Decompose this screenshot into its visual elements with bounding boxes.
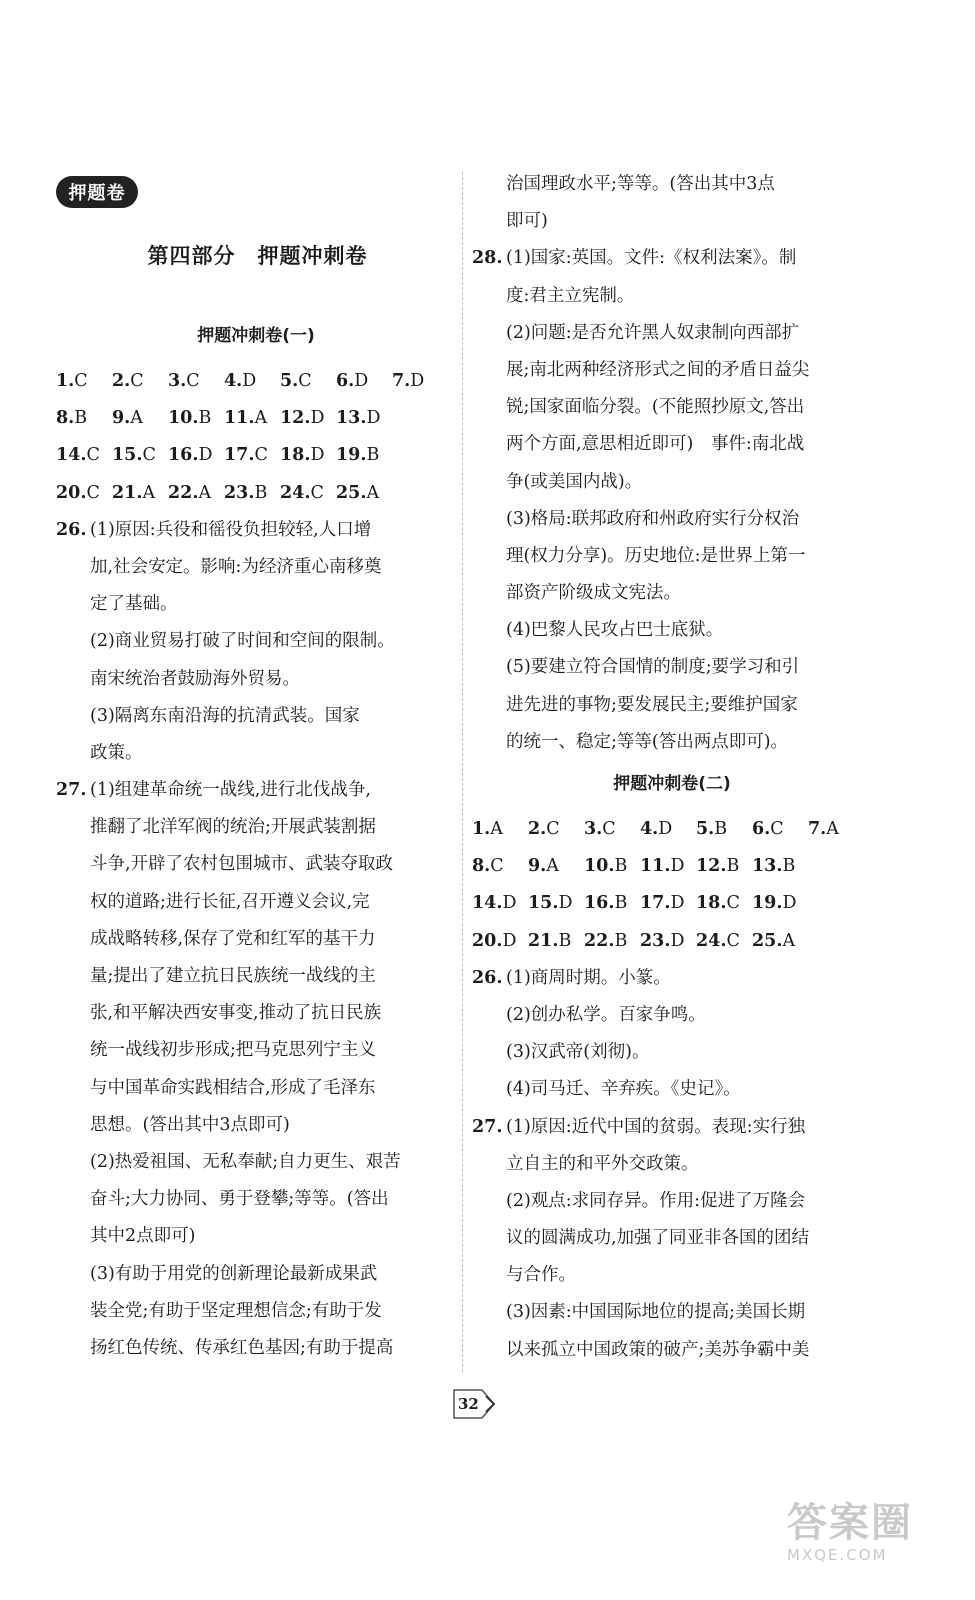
answer-line (56, 1144, 456, 1181)
answer-letter: D (502, 930, 517, 951)
answer-text: 定了基础。 (90, 594, 178, 615)
answer-line (56, 921, 456, 958)
answer-letter: A (546, 856, 559, 877)
answer-line (56, 1293, 456, 1330)
answer-line (56, 846, 456, 883)
question-number: 27. (472, 1116, 503, 1137)
answer-number: 9. (528, 856, 547, 877)
answer-line (472, 538, 872, 575)
answer-text: 统一战线初步形成;把马克思列宁主义 (90, 1040, 376, 1061)
answer-number: 2. (528, 819, 547, 839)
answer-line (472, 1257, 872, 1294)
answer-text: 展;南北两种经济形式之间的矛盾日益尖 (506, 359, 810, 380)
answer-number: 14. (472, 893, 503, 914)
answer-item (336, 363, 392, 400)
section-title-2: 押题冲刺卷(二) (613, 774, 731, 794)
answer-number: 25. (336, 482, 367, 503)
answer-item (280, 437, 336, 474)
section-badge: 押题卷 (56, 176, 138, 208)
part-title: 第四部分 押题冲刺卷 (147, 243, 368, 268)
answer-item (224, 437, 280, 474)
answer-letter: D (366, 408, 381, 429)
answer-number: 20. (56, 482, 87, 503)
answer-item (584, 848, 640, 885)
answer-line (472, 166, 872, 203)
answer-letter: B (714, 819, 728, 839)
answer-number: 19. (336, 445, 367, 466)
answer-letter: C (86, 445, 100, 466)
answer-letter: D (670, 893, 685, 914)
answer-number: 6. (752, 819, 771, 839)
answer-item (752, 885, 808, 922)
answer-text: 治国理政水平;等等。(答出其中3点 (506, 174, 775, 194)
answer-number: 22. (168, 482, 199, 503)
answer-item (336, 437, 392, 474)
answer-line (56, 1070, 456, 1107)
question-number: 27. (56, 780, 87, 801)
answer-item (752, 923, 808, 960)
answer-line (472, 278, 872, 315)
answer-text: 部资产阶级成文宪法。 (506, 583, 681, 604)
answer-line (472, 1294, 872, 1331)
question-26-part2 (472, 960, 872, 1109)
answer-line (56, 1256, 456, 1293)
answer-item (584, 811, 640, 848)
left-column (56, 313, 456, 1367)
answer-number: 12. (280, 408, 311, 429)
answer-letter: D (558, 893, 573, 914)
answer-text: 加,社会安定。影响:为经济重心南移奠 (90, 556, 382, 577)
answer-number: 2. (112, 371, 131, 391)
answer-letter: C (602, 819, 616, 839)
answer-item (752, 811, 808, 848)
answer-letter: C (186, 371, 200, 391)
answer-line (56, 772, 456, 809)
answer-letter: B (198, 408, 212, 429)
answer-line (56, 809, 456, 846)
answer-letter: C (310, 482, 324, 503)
answer-item (56, 475, 112, 512)
continued-answer (472, 166, 872, 240)
answer-item (392, 363, 448, 400)
answer-number: 6. (336, 371, 355, 391)
answer-number: 19. (752, 893, 783, 914)
answer-line (472, 426, 872, 463)
answer-item (336, 400, 392, 437)
answer-number: 24. (696, 930, 727, 951)
answer-letter: C (86, 482, 100, 503)
question-27 (56, 772, 456, 1367)
answer-item (280, 475, 336, 512)
answer-number: 11. (640, 856, 671, 877)
answer-line (56, 623, 456, 660)
answer-letter: A (366, 482, 380, 503)
answer-letter: B (782, 856, 796, 877)
answer-line (472, 649, 872, 686)
answer-letter: D (310, 408, 325, 429)
answer-number: 23. (640, 930, 671, 951)
answer-number: 15. (528, 893, 559, 914)
answer-line (56, 661, 456, 698)
answer-letter: B (614, 856, 628, 877)
answer-text: (1)商周时期。小篆。 (506, 967, 671, 988)
answer-number: 20. (472, 930, 503, 951)
answer-line (56, 884, 456, 921)
answer-text: 南宋统治者鼓励海外贸易。 (90, 668, 300, 689)
answer-text: (2)创办私学。百家争鸣。 (506, 1004, 706, 1025)
answer-item (112, 437, 168, 474)
answer-line (56, 549, 456, 586)
answer-item (752, 848, 808, 885)
answer-letter: A (490, 819, 503, 839)
answer-number: 10. (584, 856, 615, 877)
answer-number: 22. (584, 930, 615, 951)
answer-text: 张,和平解决西安事变,推动了抗日民族 (90, 1003, 382, 1024)
question-28 (472, 240, 872, 761)
answer-item (224, 475, 280, 512)
answer-number: 21. (528, 930, 559, 951)
answer-letter: A (142, 482, 156, 503)
answer-number: 5. (696, 819, 715, 839)
answer-letter: D (658, 819, 673, 839)
answer-item (56, 400, 112, 437)
answer-text: 推翻了北洋军阀的统治;开展武装割据 (90, 817, 376, 838)
answer-item (168, 363, 224, 400)
answer-letter: C (770, 819, 784, 839)
answer-number: 13. (336, 408, 367, 429)
answer-letter: D (310, 445, 325, 466)
answer-number: 1. (56, 371, 75, 391)
answer-line (472, 1109, 872, 1146)
answer-number: 14. (56, 445, 87, 466)
answer-item (168, 437, 224, 474)
answer-number: 8. (56, 408, 75, 429)
answer-letter: D (198, 445, 213, 466)
answer-text: (3)汉武帝(刘彻)。 (506, 1042, 650, 1063)
answer-text: 斗争,开辟了农村包围城市、武装夺取政 (90, 854, 394, 875)
answer-grid-2 (472, 811, 872, 960)
answer-number: 13. (752, 856, 783, 877)
answer-text: 理(权力分享)。历史地位:是世界上第一 (506, 545, 806, 566)
answer-line (56, 1107, 456, 1144)
answer-item (472, 811, 528, 848)
answer-item (168, 475, 224, 512)
answer-text: (4)司马迁、辛弃疾。《史记》。 (506, 1079, 741, 1100)
answer-text: 议的圆满成功,加强了同亚非各国的团结 (506, 1228, 810, 1249)
answer-line (472, 1146, 872, 1183)
answer-item (528, 811, 584, 848)
answer-line (472, 501, 872, 538)
answer-text: (3)因素:中国国际地位的提高;美国长期 (506, 1302, 806, 1323)
answer-text: 与中国革命实践相结合,形成了毛泽东 (90, 1077, 376, 1098)
page-number (452, 1388, 496, 1420)
answer-letter: A (198, 482, 212, 503)
question-26 (56, 512, 456, 772)
answer-letter: A (782, 930, 796, 951)
answer-line (56, 1181, 456, 1218)
watermark (787, 1500, 947, 1580)
answer-letter: C (490, 856, 504, 877)
answer-letter: C (74, 371, 88, 391)
answer-number: 11. (224, 408, 255, 429)
answer-number: 3. (168, 371, 187, 391)
answer-number: 4. (640, 819, 659, 839)
answer-number: 5. (280, 371, 299, 391)
answer-number: 24. (280, 482, 311, 503)
answer-line (472, 1183, 872, 1220)
answer-item (112, 363, 168, 400)
answer-line (472, 203, 872, 240)
answer-letter: D (670, 856, 685, 877)
answer-text: 以来孤立中国政策的破产;美苏争霸中美 (506, 1339, 810, 1360)
answer-letter: B (614, 893, 628, 914)
answer-text: (4)巴黎人民攻占巴士底狱。 (506, 620, 724, 641)
answer-number: 18. (280, 445, 311, 466)
answer-text: (1)国家:英国。文件:《权利法案》。制 (506, 248, 797, 269)
answer-line (472, 315, 872, 352)
answer-item (528, 923, 584, 960)
answer-line (472, 612, 872, 649)
answer-line (56, 512, 456, 549)
answer-item (640, 811, 696, 848)
answer-text: 权的道路;进行长征,召开遵义会议,完 (90, 891, 370, 912)
answer-line (472, 352, 872, 389)
answer-item (112, 400, 168, 437)
answer-letter: B (614, 930, 628, 951)
answer-line (56, 995, 456, 1032)
answer-letter: B (726, 856, 740, 877)
answer-text: (3)有助于用党的创新理论最新成果武 (90, 1263, 378, 1284)
answer-text: 争(或美国内战)。 (506, 471, 643, 492)
answer-text: (3)格局:联邦政府和州政府实行分权治 (506, 508, 800, 529)
answer-item (56, 437, 112, 474)
answer-item (640, 885, 696, 922)
answer-letter: D (670, 930, 685, 951)
answer-letter: C (130, 371, 144, 391)
answer-number: 17. (224, 445, 255, 466)
answer-line (56, 1032, 456, 1069)
answer-item (696, 811, 752, 848)
answer-text: 进先进的事物;要发展民主;要维护国家 (506, 694, 798, 715)
answer-text: 度:君主立宪制。 (506, 285, 635, 306)
answer-item (528, 885, 584, 922)
answer-row (56, 437, 456, 474)
answer-text: 锐;国家面临分裂。(不能照抄原文,答出 (506, 397, 805, 418)
answer-line (472, 1220, 872, 1257)
question-number: 28. (472, 248, 503, 269)
answer-row (472, 885, 872, 922)
answer-item (808, 811, 864, 848)
answer-item (56, 363, 112, 400)
answer-letter: C (726, 930, 740, 951)
answer-item (280, 400, 336, 437)
answer-item (472, 848, 528, 885)
column-divider (462, 172, 463, 1372)
answer-text: (1)原因:兵役和徭役负担较轻,人口增 (90, 519, 372, 540)
answer-grid-1 (56, 363, 456, 512)
answer-number: 18. (696, 893, 727, 914)
answer-item (112, 475, 168, 512)
answer-number: 9. (112, 408, 131, 429)
answer-item (528, 848, 584, 885)
answer-text: 成战略转移,保存了党和红军的基干力 (90, 928, 376, 949)
answer-number: 7. (392, 371, 411, 391)
answer-text: (2)观点:求同存异。作用:促进了万隆会 (506, 1190, 806, 1211)
answer-item (472, 923, 528, 960)
answer-item (224, 363, 280, 400)
answer-letter: A (254, 408, 268, 429)
answer-letter: B (366, 445, 380, 466)
answer-row (472, 848, 872, 885)
answer-text: (1)组建革命统一战线,进行北伐战争, (90, 780, 371, 801)
answer-number: 21. (112, 482, 143, 503)
answer-item (640, 848, 696, 885)
answer-text: 扬红色传统、传承红色基因;有助于提高 (90, 1337, 394, 1358)
answer-number: 16. (584, 893, 615, 914)
answer-number: 15. (112, 445, 143, 466)
answer-line (472, 389, 872, 426)
answer-item (280, 363, 336, 400)
answer-text: 其中2点即可) (90, 1226, 196, 1247)
answer-item (696, 848, 752, 885)
question-27-part2 (472, 1109, 872, 1369)
answer-line (56, 1330, 456, 1367)
answer-line (472, 575, 872, 612)
answer-text: 的统一、稳定;等等(答出两点即可)。 (506, 731, 789, 752)
answer-letter: D (410, 371, 425, 391)
answer-letter: D (502, 893, 517, 914)
answer-text: 思想。(答出其中3点即可) (90, 1114, 290, 1135)
answer-letter: A (130, 408, 143, 429)
answer-number: 17. (640, 893, 671, 914)
answer-text: 量;提出了建立抗日民族统一战线的主 (90, 966, 376, 986)
answer-letter: D (242, 371, 257, 391)
answer-number: 23. (224, 482, 255, 503)
answer-letter: C (142, 445, 156, 466)
answer-text: 政策。 (90, 742, 143, 763)
answer-letter: B (74, 408, 88, 429)
answer-row (56, 363, 456, 400)
answer-line (472, 464, 872, 501)
answer-text: 与合作。 (506, 1265, 576, 1286)
right-column (472, 166, 872, 1369)
answer-item (584, 885, 640, 922)
answer-text: 即可) (506, 211, 548, 232)
answer-line (56, 698, 456, 735)
answer-letter: C (254, 445, 268, 466)
answer-row (56, 475, 456, 512)
answer-line (472, 1071, 872, 1108)
answer-line (56, 586, 456, 623)
answer-line (56, 958, 456, 995)
answer-line (472, 724, 872, 761)
answer-line (472, 687, 872, 724)
answer-line (472, 997, 872, 1034)
watermark-logo: 答案圈 (787, 1500, 913, 1546)
answer-item (696, 923, 752, 960)
answer-letter: B (254, 482, 268, 503)
answer-text: (2)热爱祖国、无私奉献;自力更生、艰苦 (90, 1151, 401, 1172)
answer-item (336, 475, 392, 512)
answer-letter: A (826, 819, 839, 839)
answer-text: (3)隔离东南沿海的抗清武装。国家 (90, 705, 360, 726)
page-number-text: 32 (458, 1395, 479, 1413)
answer-letter: B (558, 930, 572, 951)
answer-row (472, 923, 872, 960)
answer-text: 奋斗;大力协同、勇于登攀;等等。(答出 (90, 1189, 389, 1210)
question-number: 26. (56, 519, 87, 540)
answer-number: 25. (752, 930, 783, 951)
answer-item (696, 885, 752, 922)
answer-text: 装全党;有助于坚定理想信念;有助于发 (90, 1300, 382, 1321)
answer-letter: D (782, 893, 797, 914)
answer-line (56, 735, 456, 772)
answer-letter: C (298, 371, 312, 391)
answer-letter: D (354, 371, 369, 391)
answer-text: (2)商业贸易打破了时间和空间的限制。 (90, 631, 395, 652)
answer-line (56, 1218, 456, 1255)
watermark-url: MXQE.COM (787, 1546, 888, 1564)
answer-line (472, 960, 872, 997)
answer-number: 4. (224, 371, 243, 391)
answer-text: 立自主的和平外交政策。 (506, 1153, 699, 1174)
answer-row (56, 400, 456, 437)
answer-letter: C (726, 893, 740, 914)
answer-number: 7. (808, 819, 827, 839)
answer-item (168, 400, 224, 437)
section-title-1: 押题冲刺卷(一) (197, 326, 315, 346)
answer-number: 8. (472, 856, 491, 877)
answer-text: (1)原因:近代中国的贫弱。表现:实行独 (506, 1116, 806, 1137)
question-number: 26. (472, 967, 503, 988)
answer-text: 两个方面,意思相近即可) 事件:南北战 (506, 434, 805, 455)
answer-text: (5)要建立符合国情的制度;要学习和引 (506, 657, 800, 678)
answer-number: 10. (168, 408, 199, 429)
answer-item (640, 923, 696, 960)
answer-item (472, 885, 528, 922)
answer-line (472, 240, 872, 277)
answer-line (472, 1034, 872, 1071)
answer-number: 3. (584, 819, 603, 839)
answer-text: (2)问题:是否允许黑人奴隶制向西部扩 (506, 322, 800, 343)
answer-row (472, 811, 872, 848)
answer-number: 16. (168, 445, 199, 466)
answer-number: 12. (696, 856, 727, 877)
answer-item (224, 400, 280, 437)
answer-number: 1. (472, 819, 491, 839)
answer-line (472, 1332, 872, 1369)
answer-item (584, 923, 640, 960)
answer-letter: C (546, 819, 560, 839)
